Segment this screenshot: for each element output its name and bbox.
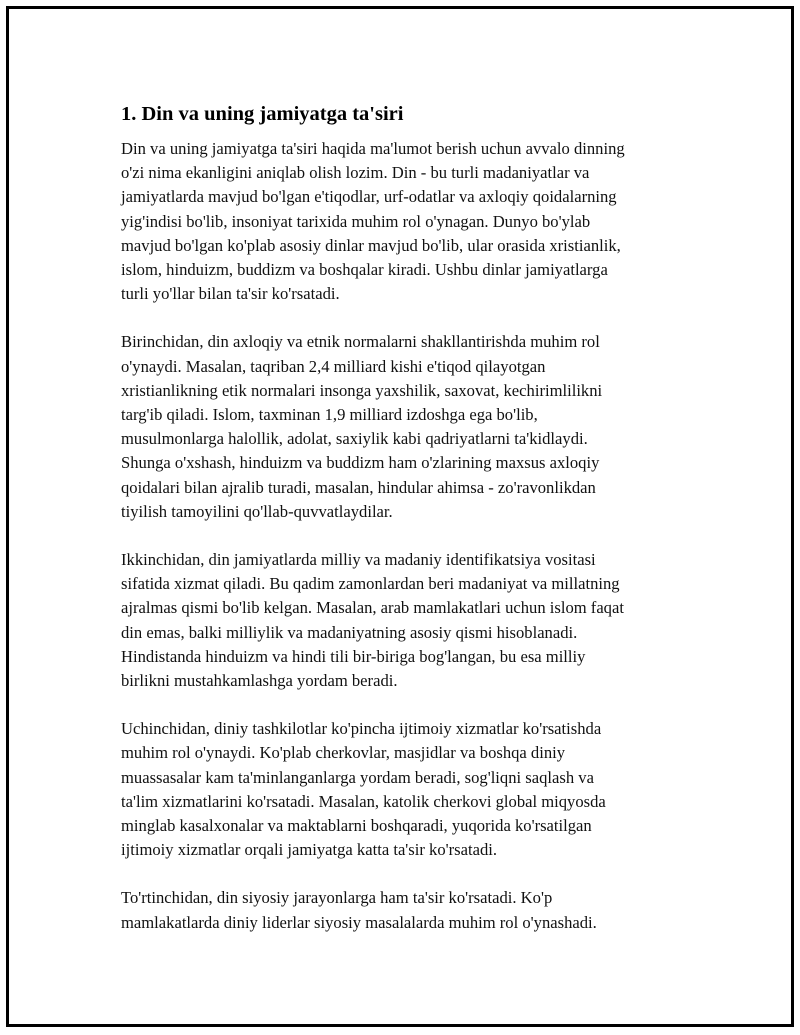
paragraph-intro: Din va uning jamiyatga ta'siri haqida ma'lumot berish uchun avvalo dinning o'zi nima ekanligini aniqlab olish lozim. Din - bu turli madaniyatlar va jamiyatlarda mavjud bo'lgan e'tiqodlar, urf-odatlar va axloqiy qoidalarning yig'indisi bo'lib, insoniyat tarixida muhim rol o'ynagan. Dunyo bo'ylab mavjud bo'lgan ko'plab asosiy dinlar mavjud bo'lib, ular orasida xristianlik, islom, hinduizm, buddizm va boshqalar kiradi. Ushbu dinlar jamiyatlarga turli yo'llar bilan ta'sir ko'rsatadi. xyxy=(121,139,625,304)
page-frame xyxy=(6,6,794,1027)
paragraph-first: Birinchidan, din axloqiy va etnik normalarni shakllantirishda muhim rol o'ynaydi. Masalan, taqriban 2,4 milliard kishi e'tiqod qilayotgan xristianlikning etik normalari insonga yaxshilik, saxovat, kechirimlilikni targ'ib qiladi. Islom, taxminan 1,9 milliard izdoshga ega bo'lib, musulmonlarga halollik, adolat, saxiylik kabi qadriyatlarni ta'kidlaydi. Shunga o'xshash, hinduizm va buddizm ham o'zlarining maxsus axloqiy qoidalari bilan ajralib turadi, masalan, hindular ahimsa - zo'ravonlikdan tiyilish tamoyilini qo'llab-quvvatlaydilar. xyxy=(121,332,603,521)
section-heading: 1. Din va uning jamiyatga ta'siri xyxy=(121,103,404,125)
paragraph-third: Uchinchidan, diniy tashkilotlar ko'pincha ijtimoiy xizmatlar ko'rsatishda muhim rol o'ynaydi. Ko'plab cherkovlar, masjidlar va boshqa diniy muassasalar kam ta'minlanganlarga yordam beradi, sog'liqni saqlash va ta'lim xizmatlarini ko'rsatadi. Masalan, katolik cherkovi global miqyosda minglab kasalxonalar va maktablarni boshqaradi, yuqorida ko'rsatilgan ijtimoiy xizmatlar orqali jamiyatga katta ta'sir ko'rsatadi. xyxy=(121,719,606,860)
paragraph-second: Ikkinchidan, din jamiyatlarda milliy va madaniy identifikatsiya vositasi sifatida xizmat qiladi. Bu qadim zamonlardan beri madaniyat va millatning ajralmas qismi bo'lib kelgan. Masalan, arab mamlakatlari uchun islom faqat din emas, balki milliylik va madaniyatning asosiy qismi hisoblanadi. Hindistanda hinduizm va hindi tili bir-biriga bog'langan, bu esa milliy birlikni mustahkamlashga yordam beradi. xyxy=(121,550,624,691)
document-body xyxy=(121,101,701,959)
paragraph-fourth: To'rtinchidan, din siyosiy jarayonlarga ham ta'sir ko'rsatadi. Ko'p mamlakatlarda diniy liderlar siyosiy masalalarda muhim rol o'ynashadi. xyxy=(121,888,597,932)
